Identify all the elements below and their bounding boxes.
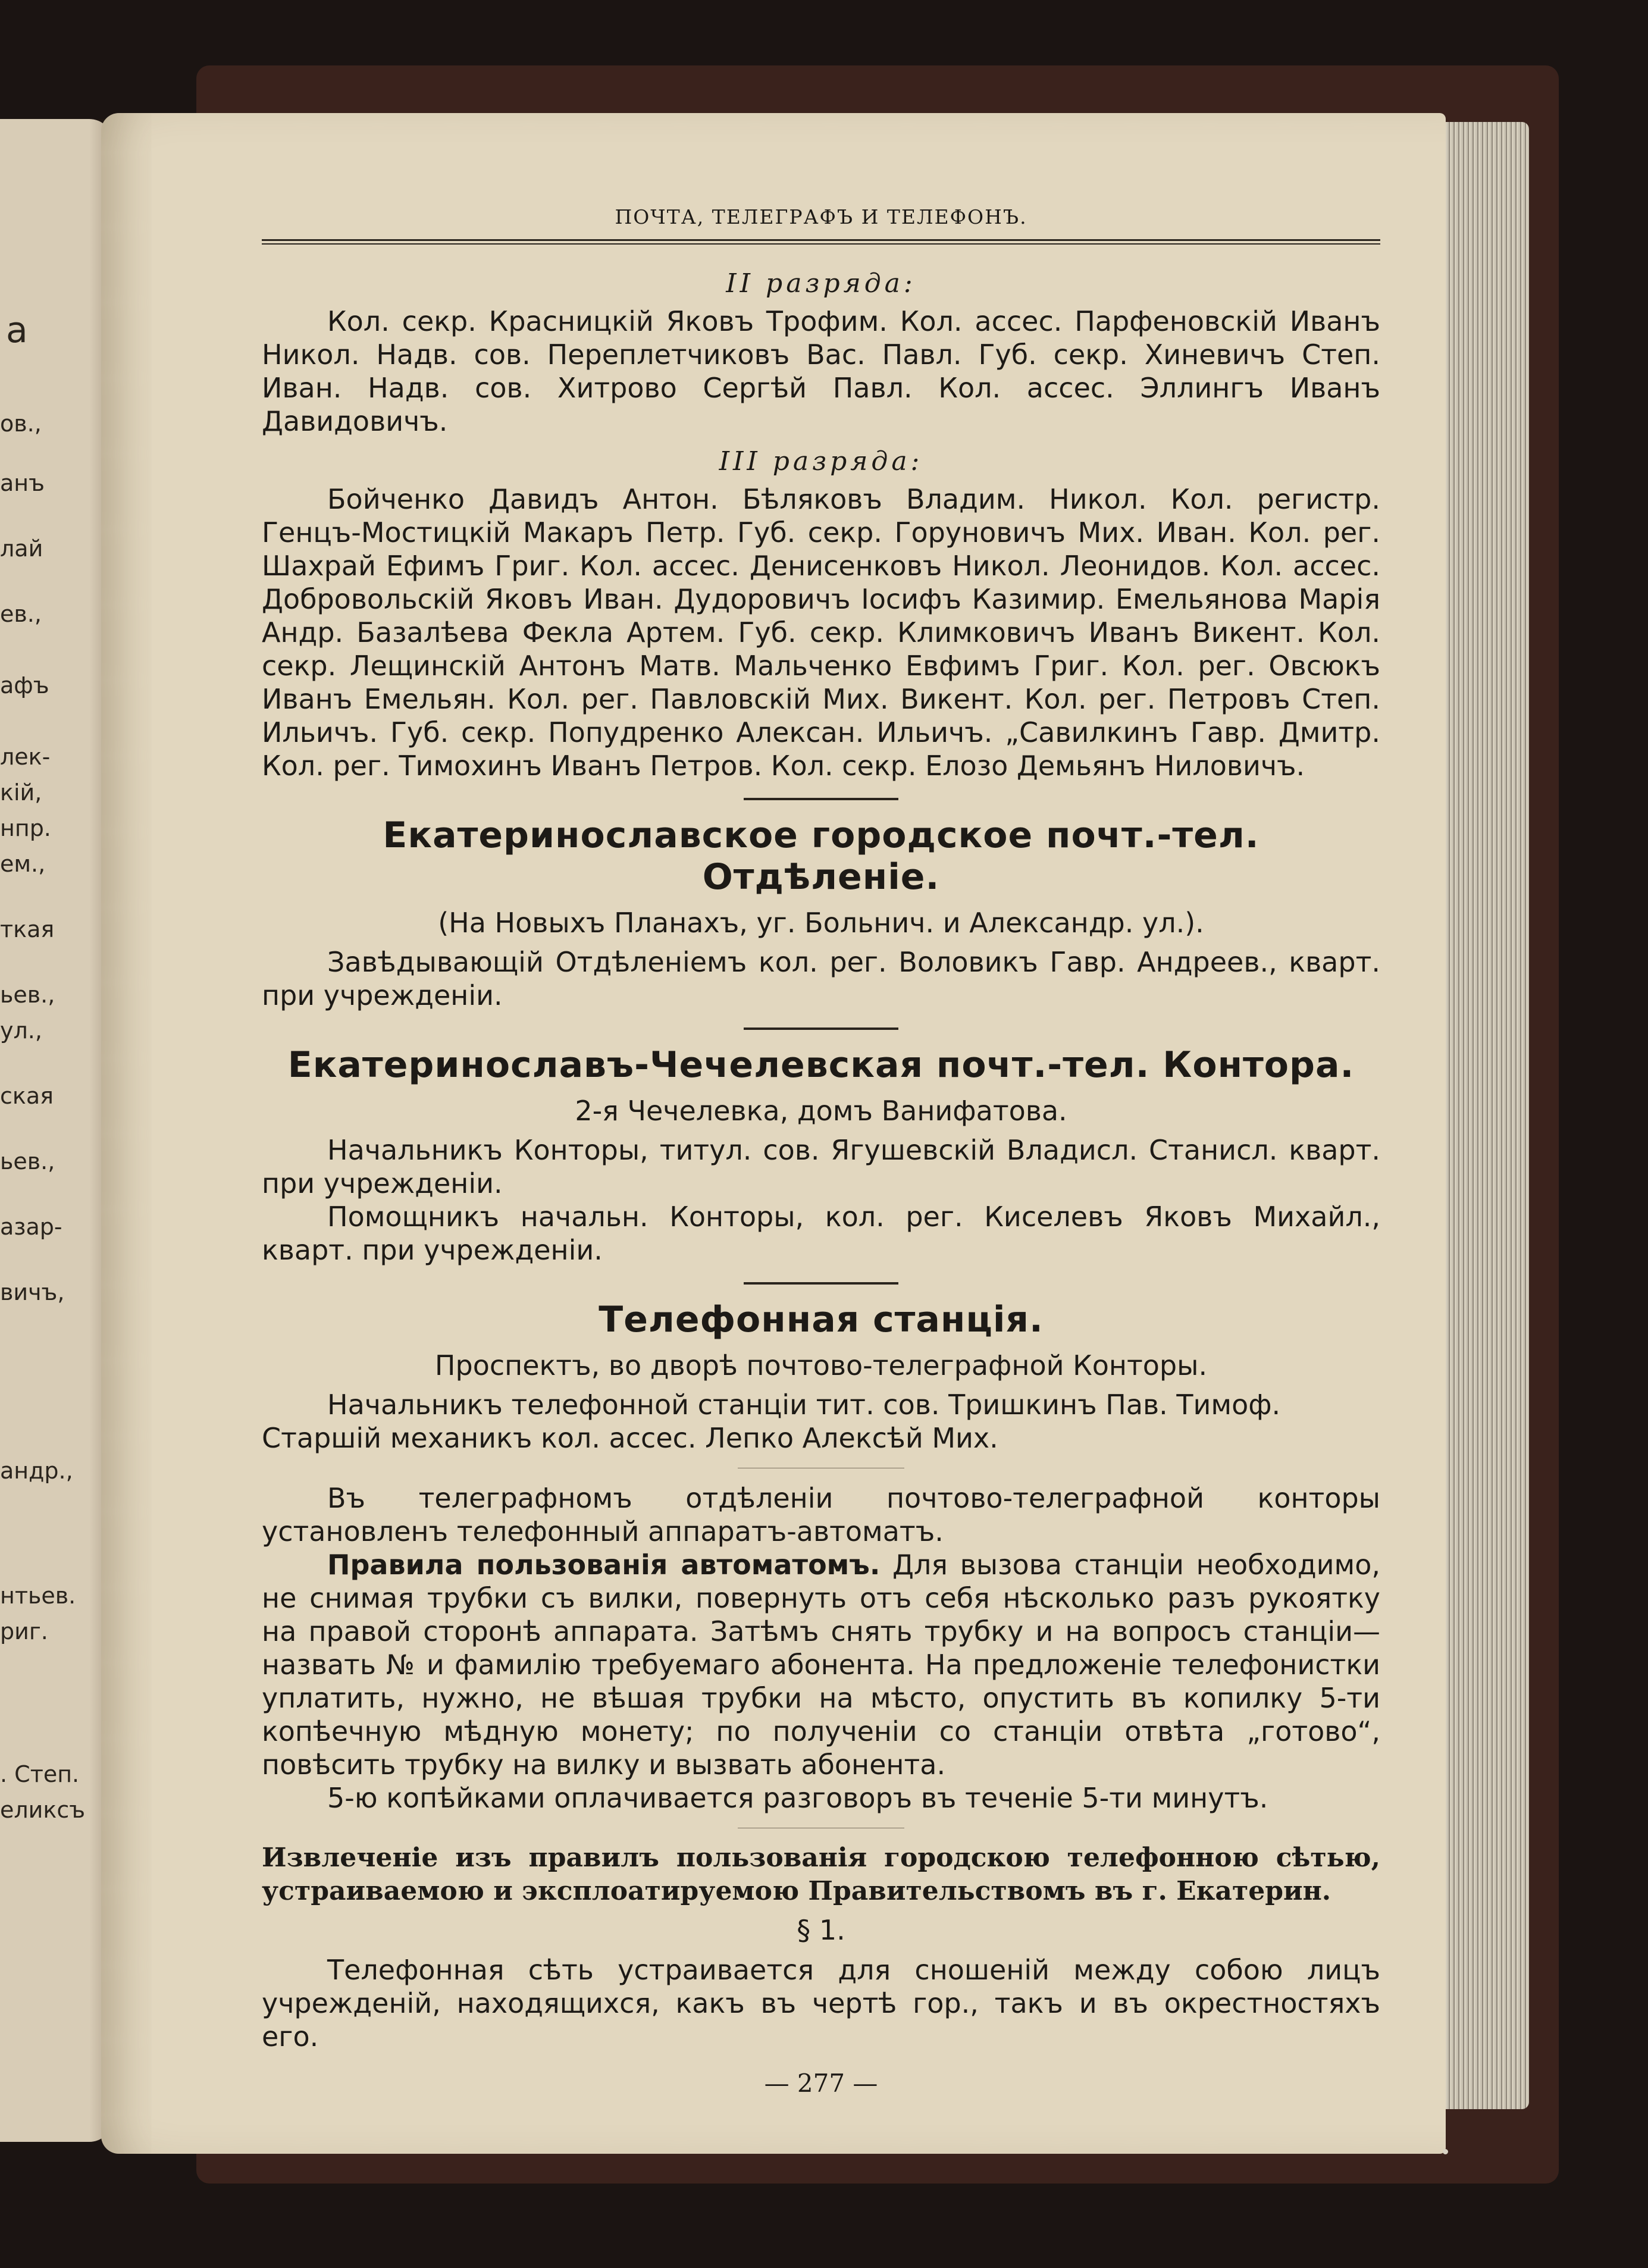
left-page-fragment: лек-: [0, 744, 51, 770]
speck: [1443, 2149, 1448, 2154]
office-1-staff: Завѣдывающій Отдѣленіемъ кол. рег. Воловикъ Гавр. Андреев., кварт. при учрежденіи.: [262, 946, 1380, 1011]
header-rule: [262, 239, 1380, 245]
left-page-fragment: ткая: [0, 916, 55, 942]
office-3-address: Проспектъ, во дворѣ почтово-телеграфной Конторы.: [434, 1349, 1208, 1382]
left-page-fragment: нтьев.: [0, 1583, 76, 1609]
left-page-fragment: вичъ,: [0, 1279, 65, 1305]
office-2-staff-chief: Начальникъ Конторы, титул. сов. Ягушевскій Владисл. Станисл. кварт. при учрежденіи.: [262, 1134, 1380, 1199]
rank-2-list: Кол. секр. Красницкій Яковъ Трофим. Кол. ассес. Парфеновскій Иванъ Никол. Надв. сов. Переплетчиковъ Вас. Павл. Губ. секр. Хиневичъ Степ. Иван. Надв. сов. Хитрово Сергѣй Павл. Кол. ассес. Эллингъ Иванъ Давидовичъ.: [262, 305, 1380, 437]
left-page-fragment: . Степ.: [0, 1761, 80, 1787]
automat-rules-text: Для вызова станціи необходимо, не снимая трубки съ вилки, повернуть отъ себя нѣсколько разъ рукоятку на правой сторонѣ аппарата. Затѣмъ снять трубку и на вопросъ станціи—назвать № и фамилію требуемаго абонента. На предложеніе телефонистки уплатить, нужно, не вѣшая трубки на мѣсто, опустить въ копилку 5-ти копѣечную мѣдную монету; по полученіи со станціи отвѣта „готово“, повѣсить трубку на вилку и вызвать абонента.: [262, 1549, 1381, 1781]
left-page-fragment: риг.: [0, 1618, 48, 1644]
rank-3-list: Бойченко Давидъ Антон. Бѣляковъ Владим. Никол. Кол. регистр. Генцъ-Мостицкій Макаръ Петр. Губ. секр. Горуновичъ Мих. Иван. Кол. рег. Шахрай Ефимъ Григ. Кол. ассес. Денисенковъ Никол. Леонидов. Кол. ассес. Добровольскій Яковъ Иван. Дудоровичъ Іосифъ Казимир. Емельянова Марія Андр. Базалѣева Фекла Артем. Губ. секр. Климковичъ Иванъ Викент. Кол. секр. Лещинскій Антонъ Матв. Мальченко Евфимъ Григ. Кол. рег. Овсюкъ Иванъ Емельян. Кол. рег. Павловскій Мих. Викент. Кол. рег. Петровъ Степ. Ильичъ. Губ. секр. Попудренко Алексан. Ильичъ. „Савилкинъ Гавр. Дмитр. Кол. рег. Тимохинъ Иванъ Петров. Кол. секр. Елозо Демьянъ Ниловичъ.: [262, 483, 1380, 782]
rank-2-heading: II разряда:: [726, 268, 916, 299]
book-page: [101, 113, 1446, 2154]
office-3-staff-mechanic: Старшій механикъ кол. ассес. Лепко Алексѣй Мих.: [262, 1422, 998, 1454]
left-page-fragment: а: [6, 309, 28, 351]
left-page-fragment: лай: [0, 535, 43, 562]
section-divider: [744, 1028, 898, 1030]
office-3-staff-chief: Начальникъ телефонной станціи тит. сов. Тришкинъ Пав. Тимоф.: [327, 1389, 1281, 1421]
office-1-title: Екатеринославское городское почт.-тел. Отдѣленіе.: [383, 815, 1260, 898]
automat-rules-label: Правила пользованія автоматомъ.: [327, 1549, 881, 1581]
left-page-fragment: ем.,: [0, 851, 46, 877]
left-page-fragment: ьев.,: [0, 1148, 55, 1174]
extract-title: Извлеченіе изъ правилъ пользованія городскою телефонною сѣтью, устраиваемою и эксплоатируемою Правительствомъ въ г. Екатерин.: [262, 1843, 1380, 1906]
left-page-fragment: еликсъ: [0, 1797, 86, 1823]
left-page-fragment: азар-: [0, 1214, 62, 1240]
left-page-fragment: афъ: [0, 672, 49, 698]
left-page-fragment: ул.,: [0, 1017, 42, 1044]
office-2-address: 2-я Чечелевка, домъ Ванифатова.: [575, 1095, 1067, 1127]
page-number: — 277 —: [764, 2069, 878, 2098]
office-3-title: Телефонная станція.: [599, 1299, 1044, 1340]
left-page-fragment: анъ: [0, 470, 45, 496]
automat-intro: Въ телеграфномъ отдѣленіи почтово-телеграфной конторы установленъ телефонный аппаратъ-автоматъ.: [262, 1482, 1380, 1547]
office-2-staff-assistant: Помощникъ начальн. Конторы, кол. рег. Киселевъ Яковъ Михайл., кварт. при учрежденіи.: [262, 1201, 1380, 1266]
automat-payment: 5-ю копѣйками оплачивается разговоръ въ теченіе 5-ти минутъ.: [327, 1782, 1268, 1814]
left-page-fragment: нпр.: [0, 815, 51, 841]
left-page-fragment: ьев.,: [0, 982, 55, 1008]
automat-rules: [262, 1548, 1380, 1781]
rank-3-heading: III разряда:: [719, 446, 923, 477]
section-mark: § 1.: [797, 1914, 845, 1946]
running-head: ПОЧТА, ТЕЛЕГРАФЪ И ТЕЛЕФОНЪ.: [615, 205, 1027, 228]
left-page-fragment: кій,: [0, 779, 42, 806]
office-1-address: (На Новыхъ Планахъ, уг. Больнич. и Александр. ул.).: [438, 907, 1204, 939]
page-content: [262, 205, 1380, 2098]
left-page-fragment: ев.,: [0, 601, 42, 627]
section-divider: [744, 798, 898, 800]
left-page-fragment: ов.,: [0, 411, 42, 437]
extract-text: Телефонная сѣть устраивается для сношеній между собою лицъ учрежденій, находящихся, какъ въ чертѣ гор., такъ и въ окрестностяхъ его.: [262, 1954, 1380, 2053]
left-page-fragment: ская: [0, 1083, 54, 1109]
office-2-title: Екатеринославъ-Чечелевская почт.-тел. Контора.: [287, 1044, 1355, 1086]
section-divider: [744, 1282, 898, 1285]
left-page-fragment: андр.,: [0, 1458, 73, 1484]
